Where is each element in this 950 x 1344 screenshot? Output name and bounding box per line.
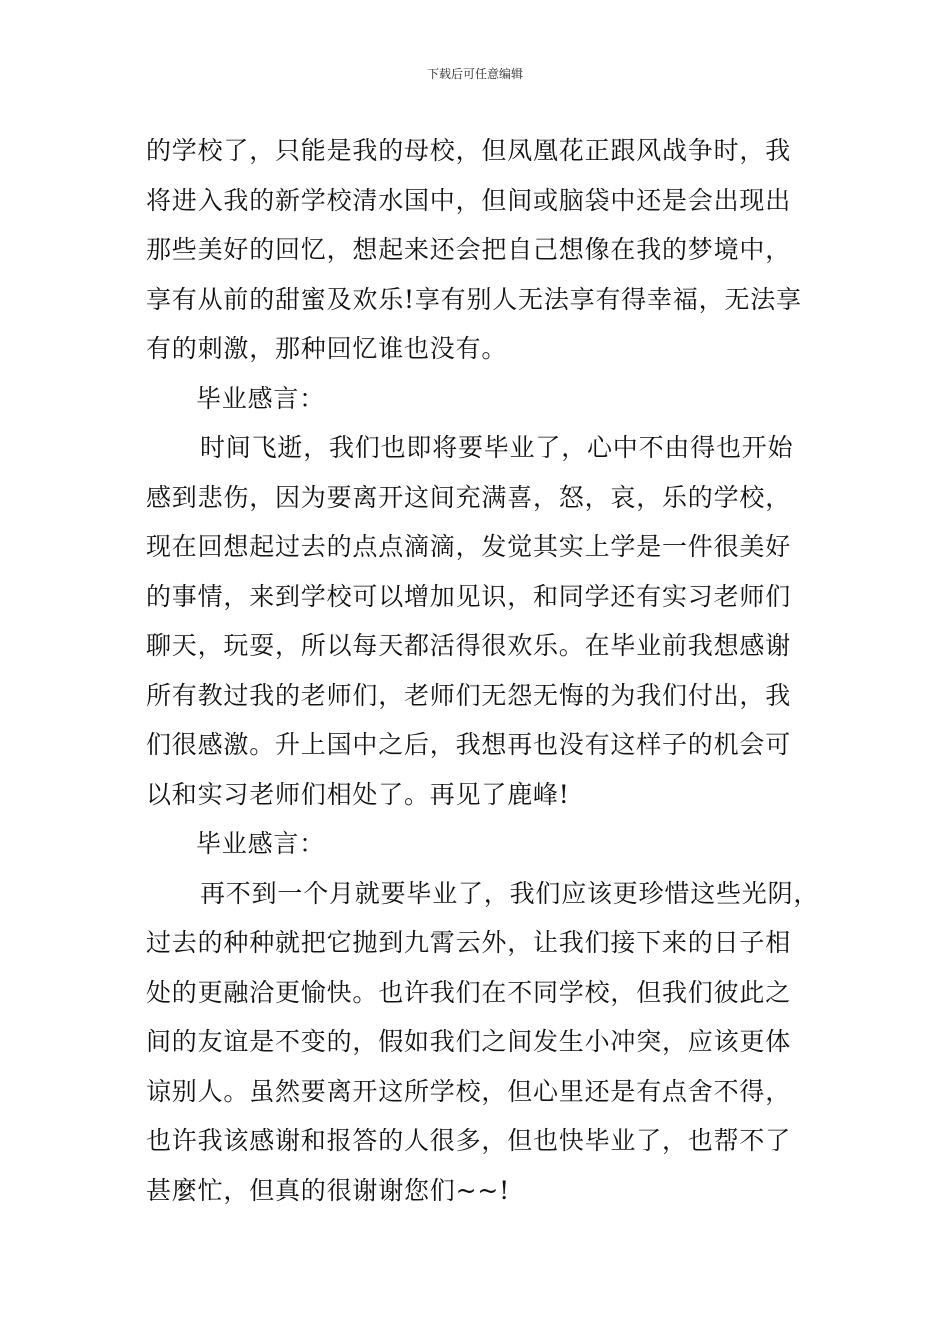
text-line: 处的更融洽更愉快。也许我们在不同学校，但我们彼此之	[146, 977, 792, 1007]
text-line: 将进入我的新学校清水国中，但间或脑袋中还是会出现出	[146, 185, 792, 215]
text-line: 聊天，玩耍，所以每天都活得很欢乐。在毕业前我想感谢	[146, 631, 792, 660]
text-line: 谅别人。虽然要离开这所学校，但心里还是有点舍不得，	[146, 1076, 792, 1106]
text-line: 间的友谊是不变的，假如我们之间发生小冲突，应该更体	[146, 1027, 792, 1056]
page-header: 下载后可任意编辑	[426, 67, 523, 81]
text-line: 的学校了，只能是我的母校，但凤凰花正跟风战争时，我	[146, 136, 792, 165]
text-line: 过去的种种就把它抛到九霄云外，让我们接下来的日子相	[146, 928, 792, 957]
text-line: 享有从前的甜蜜及欢乐!享有别人无法享有得幸福，无法享	[146, 284, 802, 314]
text-line: 也许我该感谢和报答的人很多，但也快毕业了，也帮不了	[146, 1126, 792, 1155]
text-line: 感到悲伤，因为要离开这间充满喜，怒，哀，乐的学校，	[146, 482, 792, 512]
text-line: 再不到一个月就要毕业了，我们应该更珍惜这些光阴，	[200, 878, 820, 908]
section-heading: 毕业感言：	[196, 383, 326, 413]
text-line: 那些美好的回忆，想起来还会把自己想像在我的梦境中，	[146, 235, 792, 264]
text-line: 以和实习老师们相处了。再见了鹿峰!	[146, 779, 570, 809]
text-line: 们很感激。升上国中之后，我想再也没有这样子的机会可	[146, 730, 792, 759]
section-heading: 毕业感言：	[196, 829, 326, 858]
body-text	[146, 126, 836, 1215]
text-line: 甚麼忙，但真的很谢谢您们~~!	[146, 1175, 510, 1205]
text-line: 的事情，来到学校可以增加见识，和同学还有实习老师们	[146, 581, 792, 611]
text-line: 所有教过我的老师们，老师们无怨无悔的为我们付出，我	[146, 680, 792, 710]
text-line: 时间飞逝，我们也即将要毕业了，心中不由得也开始	[200, 433, 794, 462]
text-line: 现在回想起过去的点点滴滴，发觉其实上学是一件很美好	[146, 532, 792, 561]
text-line: 有的刺激，那种回忆谁也没有。	[146, 334, 508, 363]
